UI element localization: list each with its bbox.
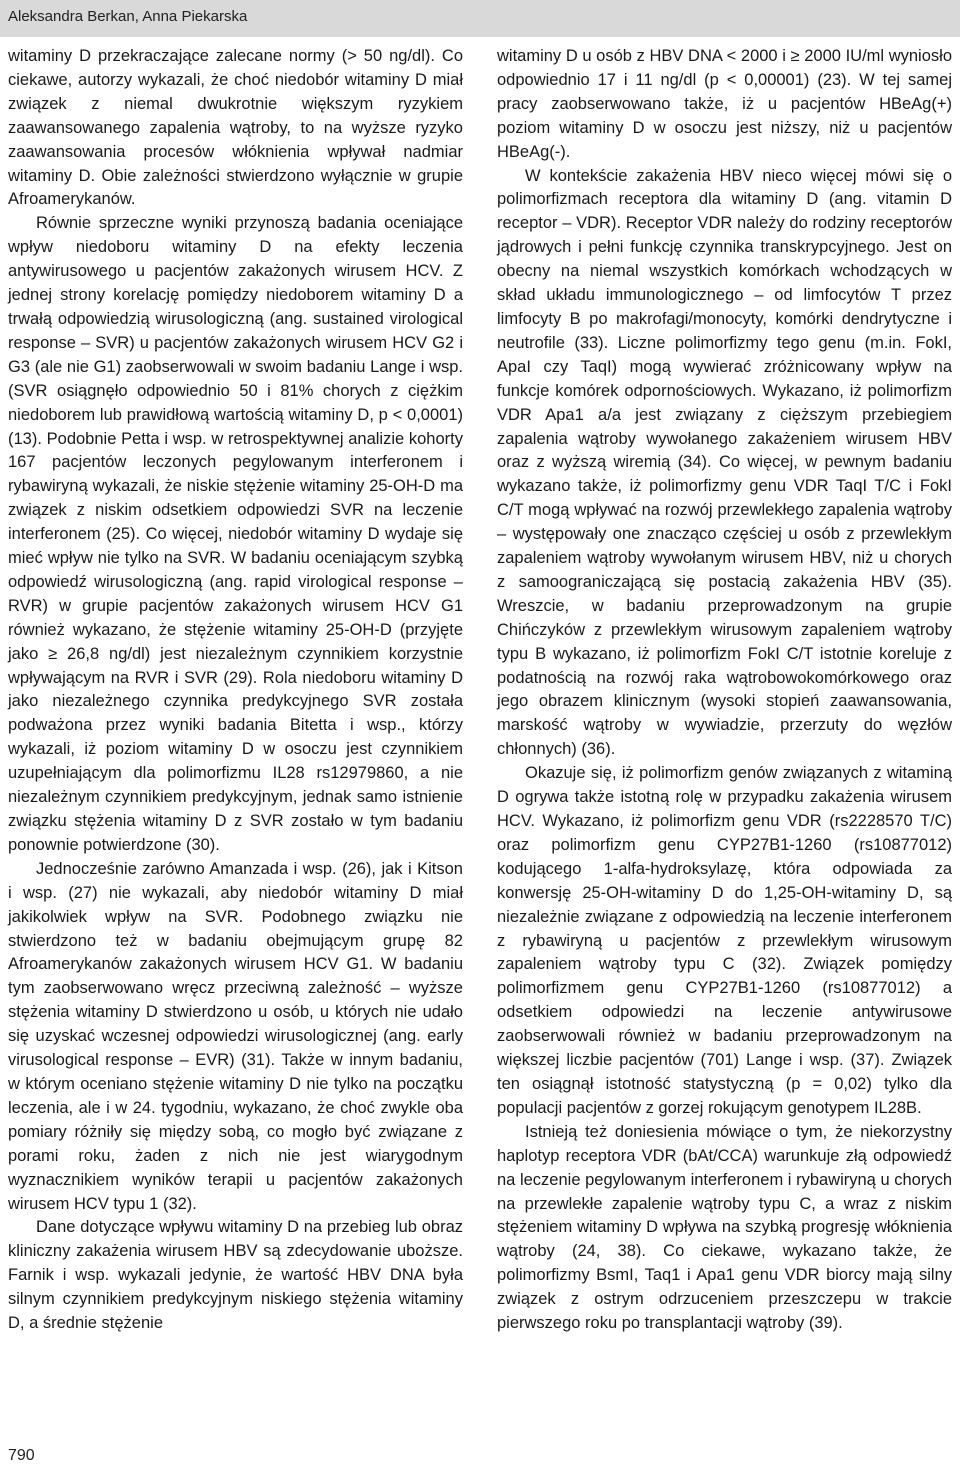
- right-paragraph-4: Istnieją też doniesienia mówiące o tym, że niekorzystny haplotyp receptora VDR (bAt/CCA) warunkuje złą odpowiedź na leczenie pegylowanym interferonem i rybawiryną u chorych na przewlekłe zapalenie wątroby typu C, a wraz z niskim stężeniem witaminy D wpływa na szybką progresję włóknienia wątroby (24, 38). Co ciekawe, wykazano także, że polimorfizmy BsmI, Taq1 i Apa1 genu VDR biorcy mają silny związek z ostrym odrzuceniem przeszczepu w trakcie pierwszego roku po transplantacji wątroby (39).: [497, 1122, 952, 1333]
- page-number: 790: [8, 1447, 35, 1464]
- right-paragraph-1: witaminy D u osób z HBV DNA < 2000 i ≥ 2000 IU/ml wyniosło odpowiednio 17 i 11 ng/dl (p < 0,00001) (23). W tej samej pracy zaobserwowano także, iż u pacjentów HBeAg(+) poziom witaminy D w osoczu jest niższy, niż u pacjentów HBeAg(-).: [497, 47, 952, 161]
- left-paragraph-4: Dane dotyczące wpływu witaminy D na przebieg lub obraz kliniczny zakażenia wirusem HBV są zdecydowanie uboższe. Farnik i wsp. wykazali jedynie, że wartość HBV DNA była silnym czynnikiem predykcyjnym niskiego stężenia witaminy D, a średnie stężenie: [8, 1218, 463, 1333]
- right-paragraph-3: Okazuje się, iż polimorfizm genów związanych z witaminą D ogrywa także istotną rolę w przypadku zakażenia wirusem HCV. Wykazano, iż polimorfizm genu VDR (rs2228570 T/C) oraz polimorfizm genu CYP27B1-1260 (rs10877012) kodującego 1-alfa-hydroksylazę, która odpowiada za konwersję 25-OH-witaminy D do 1,25-OH-witaminy D, są niezależnie związane z odpowiedzią na leczenie interferonem z rybawiryną u pacjentów z przewlekłym wirusowym zapaleniem wątroby typu C (32). Związek pomiędzy polimorfizmem genu CYP27B1-1260 (rs10877012) a odsetkiem odpowiedzi na leczenie antywirusowe zaobserwowali również w badaniu przeprowadzonym na większej liczbie pacjentów (701) Lange i wsp. (37). Związek ten osiągnął istotność statystyczną (p = 0,02) tylko dla populacji pacjentów z gorzej rokującym genotypem IL28B.: [497, 764, 952, 1117]
- left-paragraph-3: Jednocześnie zarówno Amanzada i wsp. (26), jak i Kitson i wsp. (27) nie wykazali, aby niedobór witaminy D miał jakikolwiek wpływ na SVR. Podobnego związku nie stwierdzono też w badaniu obejmującym grupę 82 Afroamerykanów zakażonych wirusem HCV G1. W badaniu tym zaobserwowano wręcz przeciwną zależność – wyższe stężenia witaminy D stwierdzono u osób, u których nie udało się uzyskać wczesnej odpowiedzi wirusologicznej (ang. early virusological response – EVR) (31). Także w innym badaniu, w którym oceniano stężenie witaminy D nie tylko na początku leczenia, ale i w 24. tygodniu, wykazano, że choć zwykle oba pomiary różniły się między sobą, co mogło być związane z porami roku, żaden z nich nie jest wiarygodnym wyznacznikiem wyników terapii u pacjentów zakażonych wirusem HCV typu 1 (32).: [8, 859, 463, 1213]
- left-paragraph-2: Równie sprzeczne wyniki przynoszą badania oceniające wpływ niedoboru witaminy D na efekty leczenia antywirusowego u pacjentów zakażonych wirusem HCV. Z jednej strony korelację pomiędzy niedoborem witaminy D a trwałą odpowiedzią wirusologiczną (ang. sustained virological response – SVR) u pacjentów zakażonych wirusem HCV G2 i G3 (ale nie G1) zaobserwowali w swoim badaniu Lange i wsp. (SVR osiągnęło odpowiednio 50 i 81% chorych z ciężkim niedoborem lub prawidłową wartością witaminy D, p < 0,0001) (13). Podobnie Petta i wsp. w retrospektywnej analizie kohorty 167 pacjentów leczonych pegylowanym interferonem i rybawiryną wykazali, że niskie stężenie witaminy 25-OH-D ma związek z niskim odsetkiem odpowiedzi SVR na leczenie interferonem (25). Co więcej, niedobór witaminy D wydaje się mieć wpływ nie tylko na SVR. W badaniu oceniającym szybką odpowiedź wirusologiczną (ang. rapid virological response – RVR) w grupie pacjentów zakażonych wirusem HCV G1 również wykazano, że stężenie witaminy 25-OH-D (przyjęte jako ≥ 26,8 ng/dl) jest niezależnym czynnikiem korzystnie wpływającym na RVR i SVR (29). Rola niedoboru witaminy D jako niezależnego czynnika predykcyjnego SVR została podważona przez wyniki badania Bitetta i wsp., którzy wykazali, iż poziom witaminy D w osoczu jest czynnikiem uzupełniającym dla polimorfizmu IL28 rs12979860, a nie niezależnym czynnikiem predykcyjnym, jednak samo istnienie związku stężenia witaminy D z SVR zostało w tym badaniu ponownie potwierdzone (30).: [8, 214, 463, 854]
- right-paragraph-2: W kontekście zakażenia HBV nieco więcej mówi się o polimorfizmach receptora dla witaminy D (ang. vitamin D receptor – VDR). Receptor VDR należy do rodziny receptorów jądrowych i pełni funkcję czynnika transkrypcyjnego. Jest on obecny na niemal wszystkich komórkach wchodzących w skład układu immunologicznego – od limfocytów T przez limfocyty B po makrofagi/monocyty, komórki dendrytyczne i neutrofile (33). Liczne polimorfizmy tego genu (m.in. FokI, ApaI czy TaqI) mogą wywierać zróżnicowany wpływ na funkcje komórek odpornościowych. Wykazano, iż polimorfizm VDR Apa1 a/a jest związany z cięższym przebiegiem zapalenia wątroby wywołanego zakażeniem wirusem HBV oraz z wyższą wiremią (34). Co więcej, w pewnym badaniu wykazano także, iż polimorfizmy genu VDR TaqI T/C i FokI C/T mogą wpływać na rozwój przewlekłego zapalenia wątroby – występowały one znacząco częściej u osób z przewlekłym zapaleniem wątroby wywołanym wirusem HBV, niż u chorych z samoograniczającą się postacią zakażenia HBV (35). Wreszcie, w badaniu przeprowadzonym na grupie Chińczyków z przewlekłym wirusowym zapaleniem wątroby typu B wykazano, iż polimorfizm FokI C/T istotnie koreluje z podatnością na rozwój raka wątrobowokomórkowego oraz jego obrazem klinicznym (wysoki stopień zaawansowania, marskość wątroby w wywiadzie, przerzuty do węzłów chłonnych) (36).: [497, 166, 952, 759]
- running-header: [0, 0, 960, 37]
- right-column: [497, 45, 952, 1336]
- left-paragraph-1: witaminy D przekraczające zalecane normy (> 50 ng/dl). Co ciekawe, autorzy wykazali, że choć niedobór witaminy D miał związek z niemal dwukrotnie większym ryzykiem zaawansowanego zapalenia wątroby, to na wyższe ryzyko zaawansowania procesów włóknienia wpływał nadmiar witaminy D. Obie zależności stwierdzono wyłącznie w grupie Afroamerykanów.: [8, 47, 463, 209]
- left-column: [8, 45, 463, 1336]
- header-authors: Aleksandra Berkan, Anna Piekarska: [8, 8, 248, 25]
